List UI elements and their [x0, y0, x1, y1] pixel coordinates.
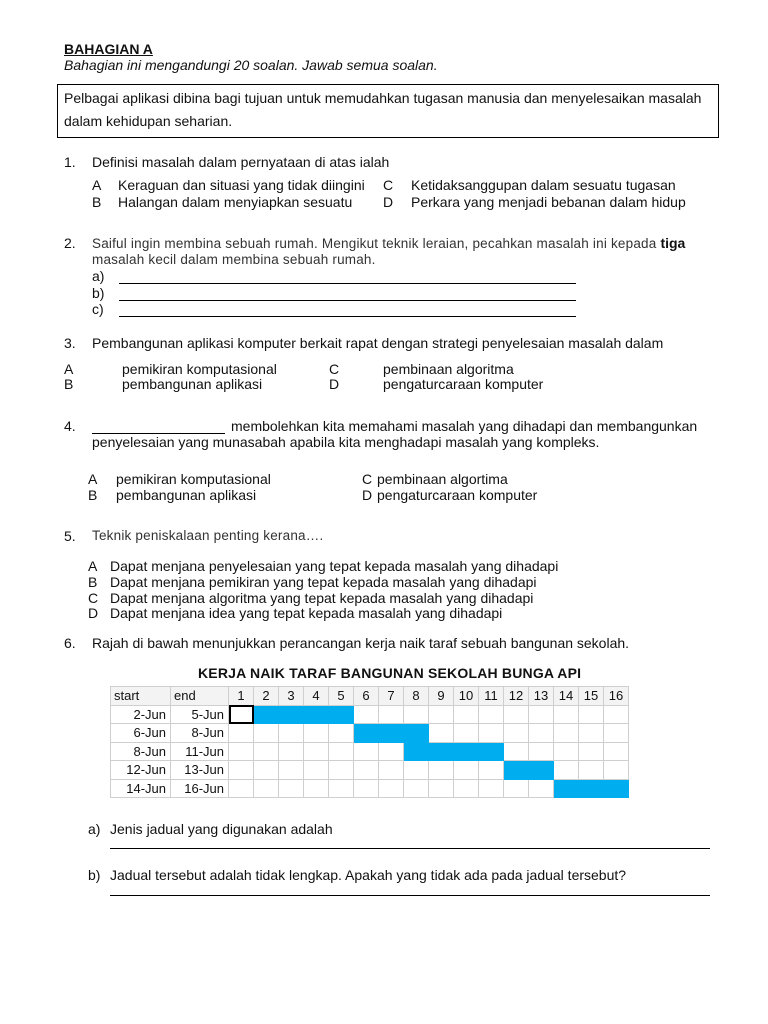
q5-option-letter: C [88, 590, 99, 606]
gantt-bar-cell [454, 742, 479, 761]
gantt-empty-cell [379, 761, 404, 780]
gantt-empty-cell [579, 724, 604, 743]
gantt-empty-cell [304, 742, 329, 761]
q2-answer-line[interactable] [119, 269, 576, 284]
gantt-empty-cell [554, 761, 579, 780]
gantt-empty-cell [229, 761, 254, 780]
gantt-empty-cell [379, 742, 404, 761]
gantt-empty-cell [304, 761, 329, 780]
gantt-empty-cell [529, 724, 554, 743]
gantt-empty-cell [304, 724, 329, 743]
gantt-empty-cell [479, 705, 504, 724]
gantt-bar-cell [529, 761, 554, 780]
gantt-empty-cell [579, 761, 604, 780]
gantt-empty-cell [579, 742, 604, 761]
gantt-bar-cell [404, 724, 429, 743]
gantt-end-date: 8-Jun [171, 724, 229, 743]
gantt-empty-cell [604, 742, 629, 761]
gantt-start-date: 6-Jun [111, 724, 171, 743]
gantt-bar-cell [254, 705, 279, 724]
gantt-row [111, 761, 629, 780]
gantt-empty-cell [279, 761, 304, 780]
q3-option-text: pembinaan algoritma [383, 361, 514, 377]
gantt-empty-cell [279, 779, 304, 798]
gantt-empty-cell [379, 779, 404, 798]
gantt-bar-cell [279, 705, 304, 724]
gantt-end-date: 5-Jun [171, 705, 229, 724]
q1-text: Definisi masalah dalam pernyataan di atas ialah [92, 154, 390, 170]
gantt-empty-cell [529, 779, 554, 798]
gantt-bar-cell [304, 705, 329, 724]
q4-option-letter: B [88, 487, 98, 503]
q2-blank-label: a) [92, 268, 105, 284]
gantt-empty-cell [279, 724, 304, 743]
q1-option-text: Keraguan dan situasi yang tidak diingini [118, 177, 365, 193]
q4-option-letter: A [88, 471, 98, 487]
intro-line-1: Pelbagai aplikasi dibina bagi tujuan untuk memudahkan tugasan manusia dan menyelesaikan masalah [64, 90, 702, 106]
gantt-empty-cell [254, 724, 279, 743]
gantt-end-date: 16-Jun [171, 779, 229, 798]
q3-number: 3. [64, 335, 76, 351]
gantt-empty-cell [554, 724, 579, 743]
gantt-day-header: 4 [304, 687, 329, 706]
gantt-empty-cell [454, 779, 479, 798]
q3-option-letter: C [329, 361, 340, 377]
q4-option-text: pengaturcaraan komputer [377, 487, 538, 503]
gantt-empty-cell [329, 724, 354, 743]
gantt-empty-cell [504, 779, 529, 798]
gantt-empty-cell [304, 779, 329, 798]
gantt-day-header: 14 [554, 687, 579, 706]
gantt-bar-cell [479, 742, 504, 761]
q6-number: 6. [64, 635, 76, 651]
gantt-empty-cell [479, 724, 504, 743]
q2-blank-label: c) [92, 301, 104, 317]
q2-text-part1: Saiful ingin membina sebuah rumah. Mengikut teknik leraian, pecahkan masalah ini kepada [92, 236, 661, 251]
q3-option-text: pembangunan aplikasi [122, 376, 263, 392]
gantt-empty-cell [329, 742, 354, 761]
gantt-start-date: 8-Jun [111, 742, 171, 761]
gantt-empty-cell [429, 779, 454, 798]
gantt-start-date: 14-Jun [111, 779, 171, 798]
gantt-empty-cell [254, 761, 279, 780]
q5-option-letter: A [88, 558, 98, 574]
gantt-empty-cell [404, 779, 429, 798]
gantt-empty-cell [454, 761, 479, 780]
gantt-empty-cell [404, 705, 429, 724]
q5-option-text: Dapat menjana penyelesaian yang tepat kepada masalah yang dihadapi [110, 558, 559, 574]
gantt-bar-cell [604, 779, 629, 798]
gantt-day-header: 7 [379, 687, 404, 706]
gantt-empty-cell [379, 705, 404, 724]
q6b-label: b) [88, 867, 101, 883]
intro-box [57, 84, 719, 138]
gantt-day-header: 2 [254, 687, 279, 706]
gantt-title: KERJA NAIK TARAF BANGUNAN SEKOLAH BUNGA API [198, 665, 582, 681]
q5-option-text: Dapat menjana pemikiran yang tepat kepada masalah yang dihadapi [110, 574, 537, 590]
q5-option-text: Dapat menjana algoritma yang tepat kepada masalah yang dihadapi [110, 590, 534, 606]
q5-option-text: Dapat menjana idea yang tepat kepada masalah yang dihadapi [110, 605, 503, 621]
q3-option-text: pemikiran komputasional [122, 361, 277, 377]
q4-option-letter: C [362, 471, 373, 487]
gantt-empty-cell [479, 779, 504, 798]
gantt-header-end: end [171, 687, 229, 706]
gantt-empty-cell [504, 724, 529, 743]
q2-text [92, 235, 685, 251]
q6b-text: Jadual tersebut adalah tidak lengkap. Apakah yang tidak ada pada jadual tersebut? [110, 867, 627, 883]
gantt-empty-cell [604, 705, 629, 724]
gantt-empty-cell [229, 779, 254, 798]
gantt-empty-cell [254, 742, 279, 761]
section-title: BAHAGIAN A [64, 41, 153, 57]
q1-option-text: Ketidaksanggupan dalam sesuatu tugasan [411, 177, 676, 193]
gantt-empty-cell [504, 742, 529, 761]
q3-option-letter: B [64, 376, 74, 392]
q1-option-text: Perkara yang menjadi bebanan dalam hidup [411, 194, 686, 210]
gantt-empty-cell [429, 724, 454, 743]
gantt-day-header: 8 [404, 687, 429, 706]
gantt-day-header: 1 [229, 687, 254, 706]
gantt-empty-cell [354, 779, 379, 798]
q1-option-text: Halangan dalam menyiapkan sesuatu [118, 194, 353, 210]
gantt-empty-cell [404, 761, 429, 780]
q3-option-letter: D [329, 376, 340, 392]
gantt-empty-cell [529, 742, 554, 761]
q5-option-letter: B [88, 574, 98, 590]
gantt-end-date: 13-Jun [171, 761, 229, 780]
gantt-row [111, 779, 629, 798]
gantt-empty-cell [479, 761, 504, 780]
gantt-day-header: 13 [529, 687, 554, 706]
gantt-day-header: 16 [604, 687, 629, 706]
q3-text: Pembangunan aplikasi komputer berkait rapat dengan strategi penyelesaian masalah dalam [92, 335, 664, 351]
q4-answer-blank[interactable] [92, 419, 225, 434]
gantt-bar-cell [429, 742, 454, 761]
q6-text: Rajah di bawah menunjukkan perancangan kerja naik taraf sebuah bangunan sekolah. [92, 635, 630, 651]
q2-text-line2: masalah kecil dalam membina sebuah rumah. [92, 252, 376, 267]
gantt-bar-cell [379, 724, 404, 743]
q5-text: Teknik peniskalaan penting kerana…. [92, 528, 324, 543]
q1-option-letter: C [383, 177, 394, 193]
gantt-empty-cell [604, 761, 629, 780]
gantt-bar-cell [329, 705, 354, 724]
gantt-empty-cell [554, 705, 579, 724]
gantt-day-header: 5 [329, 687, 354, 706]
gantt-day-header: 12 [504, 687, 529, 706]
gantt-empty-cell [454, 724, 479, 743]
q4-text-line1: membolehkan kita memahami masalah yang dihadapi dan membangunkan [231, 418, 698, 434]
q3-option-text: pengaturcaraan komputer [383, 376, 544, 392]
gantt-empty-cell [229, 742, 254, 761]
gantt-bar-cell [554, 779, 579, 798]
q1-number: 1. [64, 154, 76, 170]
q2-answer-line[interactable] [119, 286, 576, 301]
gantt-empty-cell [529, 705, 554, 724]
gantt-header-start: start [111, 687, 171, 706]
gantt-bar-cell [504, 761, 529, 780]
gantt-empty-cell [429, 705, 454, 724]
gantt-empty-cell [429, 761, 454, 780]
q2-number: 2. [64, 235, 76, 251]
gantt-empty-cell [229, 724, 254, 743]
q6a-answer-line[interactable] [110, 836, 710, 849]
gantt-day-header: 3 [279, 687, 304, 706]
gantt-row [111, 724, 629, 743]
gantt-empty-cell [279, 742, 304, 761]
gantt-end-date: 11-Jun [171, 742, 229, 761]
gantt-start-date: 2-Jun [111, 705, 171, 724]
gantt-empty-cell [354, 742, 379, 761]
q4-option-text: pembangunan aplikasi [116, 487, 257, 503]
gantt-empty-cell [554, 742, 579, 761]
q4-number: 4. [64, 418, 76, 434]
gantt-day-header: 15 [579, 687, 604, 706]
gantt-start-date: 12-Jun [111, 761, 171, 780]
q1-option-letter: B [92, 194, 102, 210]
gantt-row [111, 742, 629, 761]
gantt-empty-cell [329, 761, 354, 780]
gantt-empty-cell [579, 705, 604, 724]
gantt-empty-cell [354, 705, 379, 724]
q1-option-letter: D [383, 194, 394, 210]
q4-option-letter: D [362, 487, 373, 503]
gantt-day-header: 9 [429, 687, 454, 706]
gantt-empty-cell [329, 779, 354, 798]
q5-option-letter: D [88, 605, 99, 621]
gantt-chart [110, 686, 629, 798]
q2-text-bold: tiga [660, 235, 686, 251]
q4-text-line2: penyelesaian yang munasabah apabila kita menghadapi masalah yang kompleks. [92, 434, 600, 450]
gantt-bar-cell [579, 779, 604, 798]
q6a-label: a) [88, 821, 101, 837]
gantt-empty-cell [354, 761, 379, 780]
q6a-text: Jenis jadual yang digunakan adalah [110, 821, 333, 837]
q4-option-text: pembinaan algortima [377, 471, 508, 487]
q2-answer-line[interactable] [119, 302, 576, 317]
q5-number: 5. [64, 528, 76, 544]
gantt-empty-cell [604, 724, 629, 743]
gantt-empty-cell [454, 705, 479, 724]
q2-blank-label: b) [92, 285, 105, 301]
gantt-day-header: 11 [479, 687, 504, 706]
q4-option-text: pemikiran komputasional [116, 471, 271, 487]
q3-option-letter: A [64, 361, 74, 377]
intro-line-2: dalam kehidupan seharian. [64, 113, 233, 129]
gantt-day-header: 10 [454, 687, 479, 706]
section-instruction: Bahagian ini mengandungi 20 soalan. Jawab semua soalan. [64, 57, 438, 73]
gantt-empty-cell [229, 705, 254, 724]
gantt-bar-cell [404, 742, 429, 761]
q6b-answer-line[interactable] [110, 883, 710, 896]
gantt-day-header: 6 [354, 687, 379, 706]
gantt-empty-cell [254, 779, 279, 798]
gantt-bar-cell [354, 724, 379, 743]
q1-option-letter: A [92, 177, 102, 193]
gantt-empty-cell [504, 705, 529, 724]
gantt-row [111, 705, 629, 724]
